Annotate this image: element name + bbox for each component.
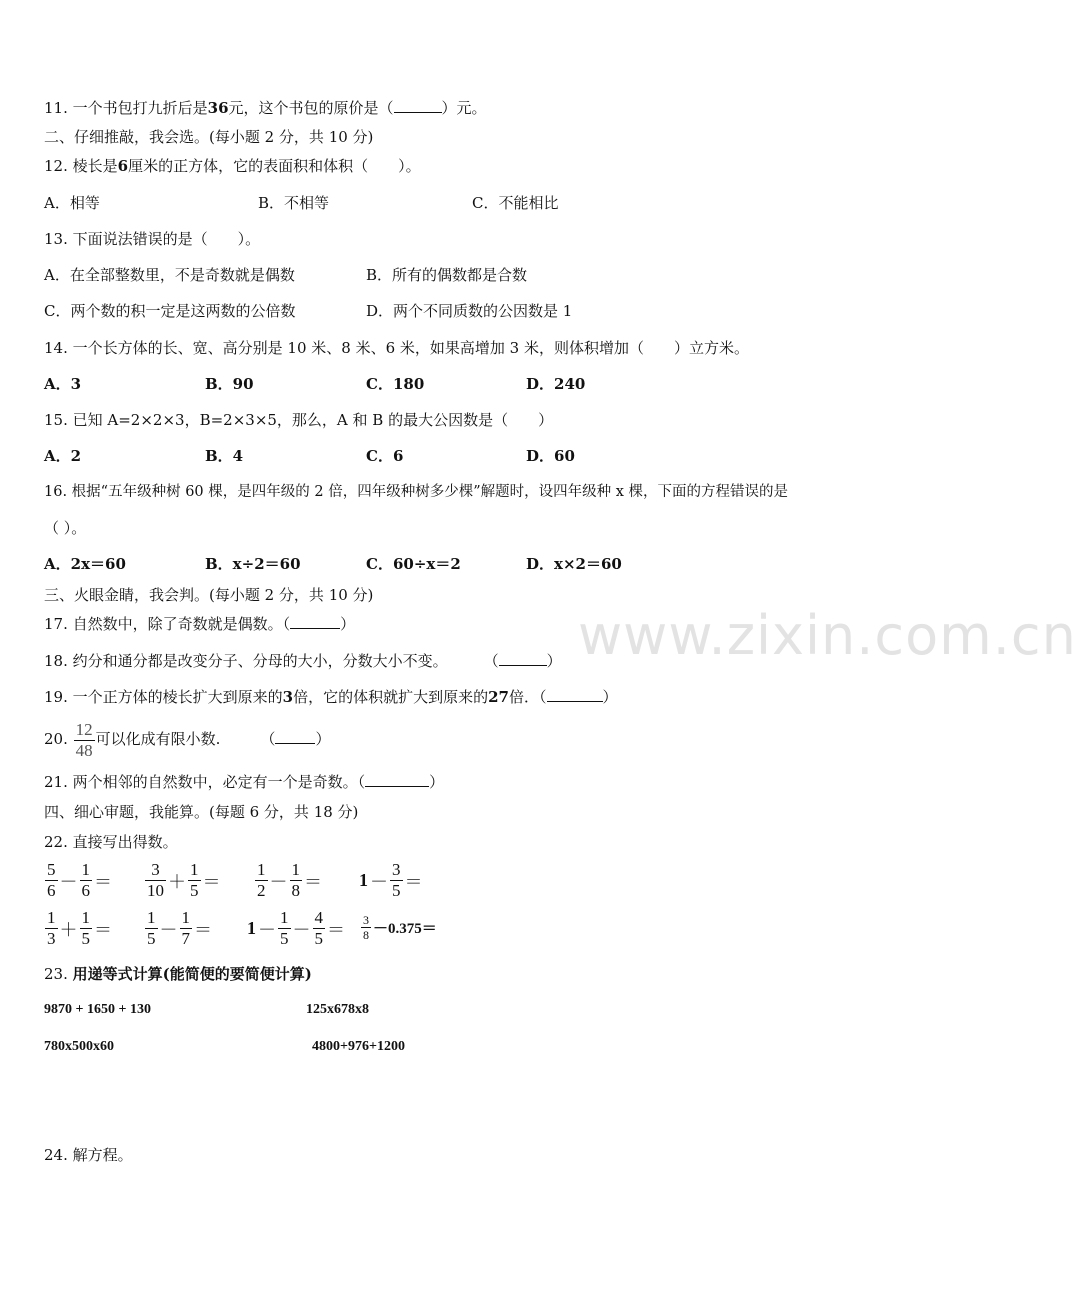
math-expr-7: 1 － $\frac{1}{5}$ － $\frac{4}{5}$ ＝ <box>247 908 345 948</box>
calc-expr-1: 9870 + 1650 + 130 <box>44 1002 151 1017</box>
question-16: 16. 根据“五年级种树 60 棵，是四年级的 2 倍，四年级种树多少棵”解题时，设四年级种 x 棵，下面的方程错误的是 <box>44 484 789 500</box>
watermark: www.zixin.com.cn <box>578 604 1077 667</box>
q14-option-d[interactable]: D．240 <box>526 375 586 393</box>
q15-option-d[interactable]: D．60 <box>526 447 575 465</box>
answer-blank[interactable] <box>290 614 340 629</box>
section-4-heading: 四、细心审题，我能算。(每题 6 分，共 18 分) <box>44 803 359 821</box>
q14-option-c[interactable]: C．180 <box>366 375 425 393</box>
q16-option-a[interactable]: A．2x＝60 <box>44 555 126 573</box>
calc-expr-4: 4800+976+1200 <box>312 1039 405 1054</box>
answer-blank[interactable] <box>499 651 547 666</box>
q16-option-d[interactable]: D．x×2＝60 <box>526 555 622 573</box>
question-18: 18. 约分和通分都是改变分子、分母的大小，分数大小不变。 （ ） <box>44 652 562 670</box>
q13-option-c[interactable]: C．两个数的积一定是这两数的公倍数 <box>44 302 296 320</box>
answer-blank[interactable] <box>275 729 315 744</box>
math-expr-3: $\frac{1}{2}$ － $\frac{1}{8}$ ＝ <box>257 860 322 900</box>
question-21: 21. 两个相邻的自然数中，必定有一个是奇数。（ ） <box>44 773 445 791</box>
answer-blank[interactable] <box>394 98 442 113</box>
question-22: 22. 直接写出得数。 <box>44 833 178 851</box>
question-17: 17. 自然数中，除了奇数就是偶数。（ ） <box>44 615 356 633</box>
math-expr-5: $\frac{1}{3}$ ＋ $\frac{1}{5}$ ＝ <box>47 908 112 948</box>
q16-option-c[interactable]: C．60÷x＝2 <box>366 555 461 573</box>
question-12: 12. 棱长是6厘米的正方体，它的表面积和体积（ ）。 <box>44 157 421 175</box>
q12-option-b[interactable]: B．不相等 <box>258 194 330 212</box>
q15-option-c[interactable]: C．6 <box>366 447 404 465</box>
section-3-heading: 三、火眼金睛，我会判。(每小题 2 分，共 10 分) <box>44 586 374 604</box>
calc-expr-2: 125x678x8 <box>306 1002 369 1017</box>
q12-option-a[interactable]: A．相等 <box>44 194 100 212</box>
question-14: 14. 一个长方体的长、宽、高分别是 10 米、8 米、6 米，如果高增加 3 米，则体积增加（ ）立方米。 <box>44 339 749 357</box>
calc-expr-3: 780x500x60 <box>44 1039 114 1054</box>
q13-option-b[interactable]: B．所有的偶数都是合数 <box>366 266 528 284</box>
q15-option-b[interactable]: B．4 <box>205 447 244 465</box>
math-expr-4: 1 － $\frac{3}{5}$ ＝ <box>359 860 423 900</box>
question-16-cont: （ ）。 <box>44 519 87 537</box>
math-expr-1: $\frac{5}{6}$ － $\frac{1}{6}$ ＝ <box>47 860 112 900</box>
fraction: $\frac{12}{48}$ <box>75 719 93 760</box>
q15-option-a[interactable]: A．2 <box>44 447 82 465</box>
math-expr-8: $\frac{3}{8}$ －0.375＝ <box>363 913 437 942</box>
answer-blank[interactable] <box>547 687 603 702</box>
answer-blank[interactable] <box>365 772 429 787</box>
q14-option-b[interactable]: B．90 <box>205 375 254 393</box>
q13-option-a[interactable]: A．在全部整数里，不是奇数就是偶数 <box>44 266 295 284</box>
question-23: 23. 用递等式计算(能简便的要简便计算) <box>44 965 312 983</box>
question-19: 19. 一个正方体的棱长扩大到原来的3倍，它的体积就扩大到原来的27倍．（ ） <box>44 688 618 706</box>
q13-option-d[interactable]: D．两个不同质数的公因数是 1 <box>366 302 573 320</box>
question-11: 11. 一个书包打九折后是36元，这个书包的原价是（ ）元。 <box>44 99 487 117</box>
question-24: 24. 解方程。 <box>44 1146 133 1164</box>
math-expr-6: $\frac{1}{5}$ － $\frac{1}{7}$ ＝ <box>147 908 212 948</box>
q16-option-b[interactable]: B．x÷2＝60 <box>205 555 301 573</box>
q12-option-c[interactable]: C．不能相比 <box>472 194 559 212</box>
math-expr-2: $\frac{3}{10}$ ＋ $\frac{1}{5}$ ＝ <box>147 860 221 900</box>
question-20: 20. $\frac{12}{48}$ 可以化成有限小数. （ ） <box>44 719 331 760</box>
question-15: 15. 已知 A=2×2×3，B=2×3×5，那么，A 和 B 的最大公因数是（ ） <box>44 411 554 429</box>
section-2-heading: 二、仔细推敲，我会选。(每小题 2 分，共 10 分) <box>44 128 374 146</box>
question-13: 13. 下面说法错误的是（ ）。 <box>44 230 261 248</box>
q14-option-a[interactable]: A．3 <box>44 375 82 393</box>
